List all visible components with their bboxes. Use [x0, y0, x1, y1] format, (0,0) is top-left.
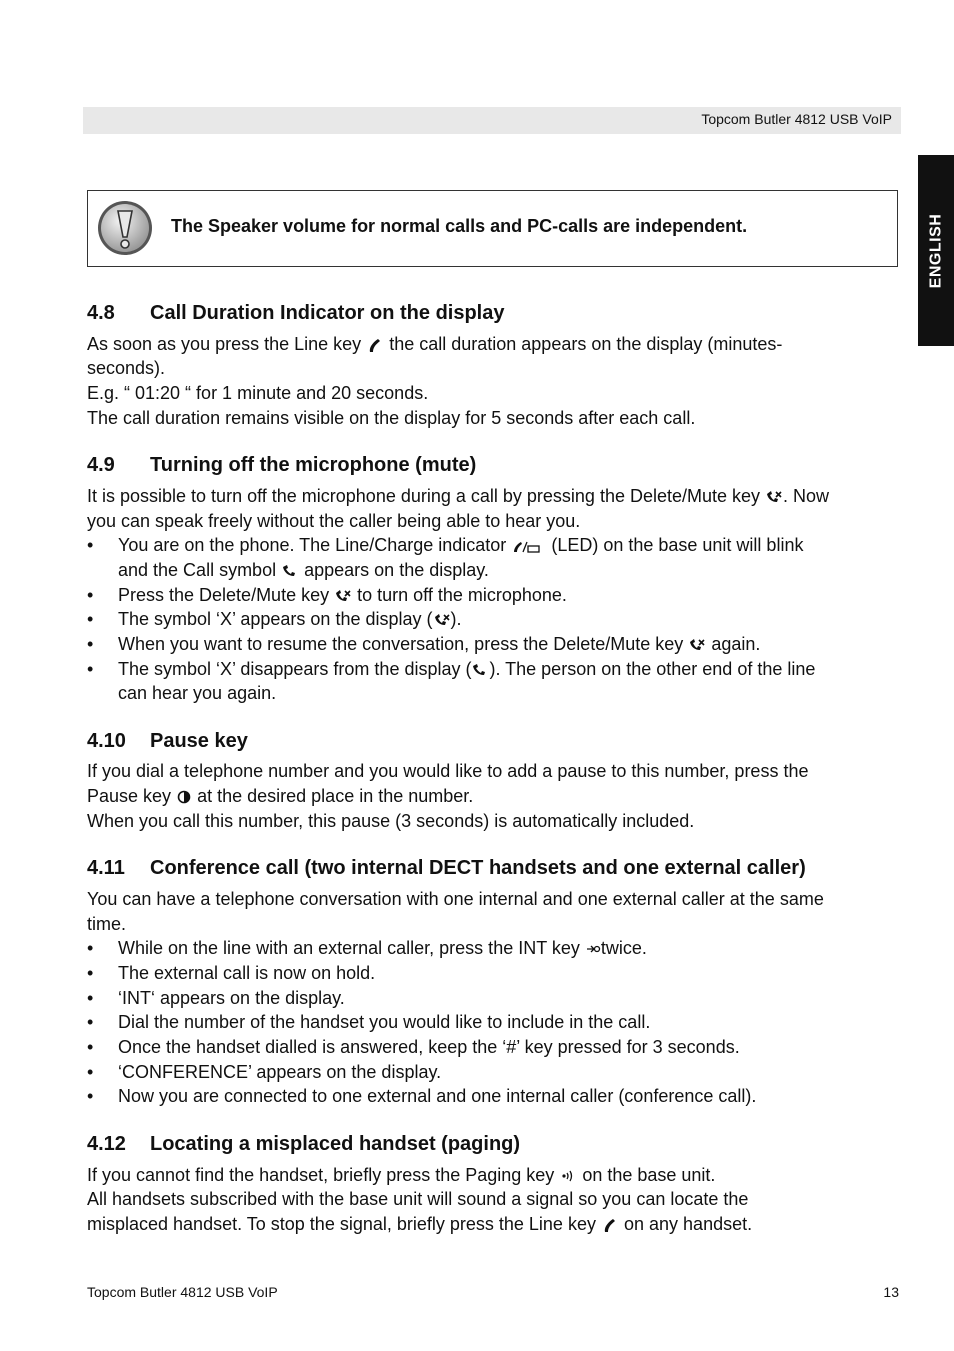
section-number: 4.9: [87, 454, 115, 476]
section-number: 4.10: [87, 730, 126, 752]
language-tab-label: ENGLISH: [927, 213, 944, 288]
paragraph-line: All handsets subscribed with the base unit will sound a signal so you can locate the: [87, 1189, 749, 1209]
call-symbol-icon: [471, 661, 489, 679]
paragraph-line: The call duration remains visible on the display for 5 seconds after each call.: [87, 408, 696, 428]
section-4-9-heading: [87, 454, 476, 477]
note-box: [87, 190, 898, 267]
paragraph-line: seconds).: [87, 358, 166, 378]
paragraph-line: Pause key at the desired place in the number.: [87, 786, 474, 806]
header-title: Topcom Butler 4812 USB VoIP: [701, 111, 892, 127]
delete-mute-key-icon: [765, 488, 783, 506]
line-key-icon: [366, 336, 384, 354]
paragraph-line: E.g. “ 01:20 “ for 1 minute and 20 seconds.: [87, 383, 429, 403]
paragraph-line: As soon as you press the Line key the call duration appears on the display (minutes-: [87, 334, 783, 354]
exclamation-icon: [96, 199, 154, 257]
paragraph-line: you can speak freely without the caller being able to hear you.: [87, 511, 581, 531]
section-title: Pause key: [150, 730, 248, 752]
section-4-8-heading: [87, 302, 504, 325]
section-4-12-heading: [87, 1133, 520, 1156]
section-4-10-heading: [87, 730, 248, 753]
mute-symbol-icon: [433, 611, 451, 629]
pause-key-icon: [176, 789, 192, 805]
paragraph-line: misplaced handset. To stop the signal, briefly press the Line key on any handset.: [87, 1214, 753, 1234]
paragraph-line: When you call this number, this pause (3 seconds) is automatically included.: [87, 811, 695, 831]
section-4-11-heading: [87, 857, 806, 880]
footer-title: Topcom Butler 4812 USB VoIP: [87, 1284, 278, 1300]
section-title: Conference call (two internal DECT handsets and one external caller): [150, 857, 806, 879]
list-item-continuation: and the Call symbol appears on the display.: [118, 560, 489, 580]
paging-key-icon: [559, 1168, 577, 1184]
section-title: Turning off the microphone (mute): [150, 454, 477, 476]
running-header: [83, 107, 901, 134]
section-title: Call Duration Indicator on the display: [150, 302, 505, 324]
paragraph-line: You can have a telephone conversation with one internal and one external caller at the same: [87, 889, 824, 909]
int-key-icon: [585, 941, 601, 957]
line-key-icon: [601, 1216, 619, 1234]
delete-mute-key-icon: [334, 587, 352, 605]
paragraph-line: If you cannot find the handset, briefly press the Paging key on the base unit.: [87, 1165, 716, 1185]
section-number: 4.11: [87, 857, 125, 879]
delete-mute-key-icon: [688, 636, 706, 654]
call-symbol-icon: [281, 562, 299, 580]
language-tab: [918, 155, 954, 346]
paragraph-line: time.: [87, 914, 127, 934]
list-item-continuation: can hear you again.: [118, 683, 277, 703]
page-number: 13: [883, 1284, 899, 1300]
paragraph-line: It is possible to turn off the microphone during a call by pressing the Delete/Mute key . Now: [87, 486, 830, 506]
section-number: 4.8: [87, 302, 115, 324]
section-title: Locating a misplaced handset (paging): [150, 1133, 521, 1155]
paragraph-line: If you dial a telephone number and you would like to add a pause to this number, press the: [87, 761, 809, 781]
section-number: 4.12: [87, 1133, 126, 1155]
note-text: The Speaker volume for normal calls and PC-calls are independent.: [171, 216, 748, 236]
line-charge-indicator-icon: [511, 538, 541, 554]
